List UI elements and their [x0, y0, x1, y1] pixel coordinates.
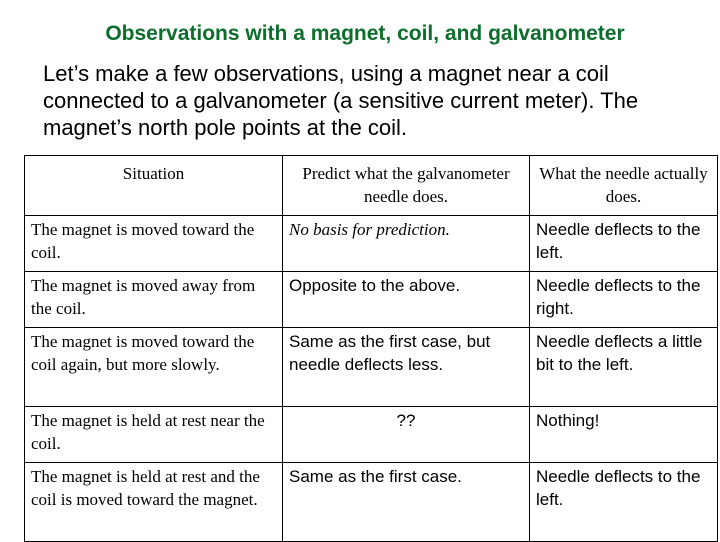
situation-cell: The magnet is held at rest near the coil. — [25, 407, 283, 463]
prediction-cell: No basis for prediction. — [283, 216, 530, 272]
header-situation: Situation — [25, 156, 283, 216]
table-row — [25, 407, 718, 463]
situation-cell: The magnet is moved away from the coil. — [25, 272, 283, 328]
table-row — [25, 272, 718, 328]
intro-paragraph: Let’s make a few observations, using a magnet near a coil connected to a galvanometer (a sensitive current meter). The magnet’s north pole points at the coil. — [43, 61, 639, 140]
prediction-cell: Same as the first case. — [283, 463, 530, 542]
table-header-row — [25, 156, 718, 216]
actual-cell: Needle deflects to the left. — [530, 463, 718, 542]
observations-table — [24, 155, 718, 542]
prediction-cell: ?? — [283, 407, 530, 463]
prediction-cell: Same as the first case, but needle deflects less. — [283, 328, 530, 407]
actual-cell: Needle deflects to the left. — [530, 216, 718, 272]
table-row — [25, 328, 718, 407]
actual-cell: Needle deflects a little bit to the left. — [530, 328, 718, 407]
slide-title: Observations with a magnet, coil, and galvanometer — [105, 22, 625, 45]
situation-cell: The magnet is moved toward the coil again, but more slowly. — [25, 328, 283, 407]
prediction-cell: Opposite to the above. — [283, 272, 530, 328]
situation-cell: The magnet is held at rest and the coil is moved toward the magnet. — [25, 463, 283, 542]
table-row — [25, 216, 718, 272]
situation-cell: The magnet is moved toward the coil. — [25, 216, 283, 272]
actual-cell: Nothing! — [530, 407, 718, 463]
header-prediction: Predict what the galvanometer needle does. — [283, 156, 530, 216]
actual-cell: Needle deflects to the right. — [530, 272, 718, 328]
table-row — [25, 463, 718, 542]
header-actual: What the needle actually does. — [530, 156, 718, 216]
